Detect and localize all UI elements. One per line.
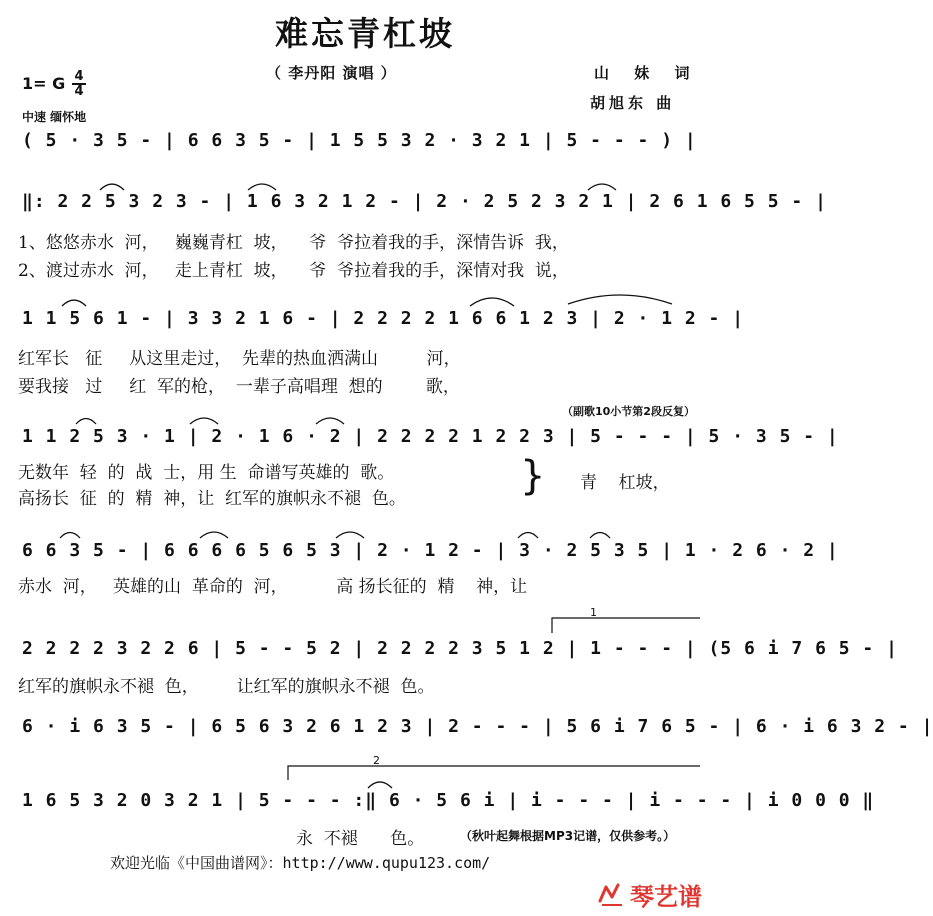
volta-bracket-1 (552, 618, 700, 633)
repeat-note: （副歌10小节第2段反复） (562, 405, 695, 418)
volta-1-number: 1 (590, 606, 597, 619)
lyric-line-3a: 红军长 征 从这里走过， 先辈的热血洒满山 河， (18, 349, 461, 369)
slur (590, 533, 610, 539)
score-row-7: 6 · i 6 3 5 - | 6 5 6 3 2 6 1 2 3 | 2 - - - | 5 6 i 7 6 5 - | 6 · i 6 3 2 - | (22, 716, 933, 737)
slur (200, 532, 228, 538)
lyric-line-2b: 2、渡过赤水 河， 走上青杠 坡， 爷 爷拉着我的手，深情对我 说， (18, 261, 569, 281)
slur (60, 533, 80, 539)
lyric-line-3b: 要我接 过 红 军的枪， 一辈子高唱理 想的 歌， (18, 377, 460, 397)
score-row-8: 1 6 5 3 2 0 3 2 1 | 5 - - - :‖ 6 · 5 6 i | i - - - | i - - - | i 0 0 0 ‖ (22, 790, 875, 811)
lyric-brace: } (520, 453, 546, 499)
score-row-3: 1 1 5 6 1 - | 3 3 2 1 6 - | 2 2 2 2 1 6 6 1 2 3 | 2 · 1 2 - | (22, 308, 745, 329)
logo-icon (598, 883, 626, 907)
score-row-4: 1 1 2 5 3 · 1 | 2 · 1 6 · 2 | 2 2 2 2 1 2 2 3 | 5 - - - | 5 · 3 5 - | (22, 426, 839, 447)
mp3-note: （秋叶起舞根据MP3记谱，仅供参考。） (460, 829, 676, 843)
footer-url[interactable]: 欢迎光临《中国曲谱网》：http://www.qupu123.com/ (110, 854, 491, 872)
song-title: 难忘青杠坡 (275, 14, 455, 53)
performer: （ 李丹阳 演唱 ） (266, 64, 397, 82)
lyric-line-8: 永 不褪 色。 (296, 829, 425, 849)
slur (76, 419, 96, 425)
logo-text: 琴艺谱 (630, 883, 702, 911)
slur (588, 184, 616, 190)
lyric-line-6: 红军的旗帜永不褪 色， 让红军的旗帜永不褪 色。 (18, 677, 435, 697)
slur (62, 300, 86, 306)
time-signature (72, 70, 86, 98)
volta-bracket-2 (288, 766, 700, 780)
slur (248, 184, 276, 190)
slur (518, 533, 538, 539)
time-signature-top: 4 (74, 69, 84, 84)
score-row-1: ( 5 · 3 5 - | 6 6 3 5 - | 1 5 5 3 2 · 3 2 1 | 5 - - - ) | (22, 130, 697, 151)
composer-credit: 胡旭东 曲 (590, 94, 676, 112)
tempo-marking: 中速 缅怀地 (22, 110, 87, 124)
lyric-line-4c: 青 杠坡， (580, 473, 670, 493)
slur (316, 418, 344, 424)
time-signature-bottom: 4 (72, 83, 86, 98)
slur (568, 295, 672, 304)
score-row-5: 6 6 3 5 - | 6 6 6 6 5 6 5 3 | 2 · 1 2 - | 3 · 2 5 3 5 | 1 · 2 6 · 2 | (22, 540, 839, 561)
lyric-line-5: 赤水 河， 英雄的山 革命的 河， 高 扬长征的 精 神，让 (18, 577, 528, 597)
slur (100, 184, 124, 190)
score-row-6: 2 2 2 2 3 2 2 6 | 5 - - 5 2 | 2 2 2 2 3 5 1 2 | 1 - - - | (5 6 i 7 6 5 - | (22, 638, 898, 659)
lyric-line-2a: 1、悠悠赤水 河， 巍巍青杠 坡， 爷 爷拉着我的手，深情告诉 我， (18, 233, 569, 253)
slur (470, 298, 514, 306)
slur (336, 532, 364, 538)
lyric-line-4b: 高扬长 征 的 精 神，让 红军的旗帜永不褪 色。 (18, 489, 406, 509)
key-signature: 1= G (22, 74, 66, 93)
lyricist-credit: 山 妹 词 (594, 64, 700, 82)
volta-2-number: 2 (373, 754, 380, 767)
slur (368, 782, 392, 788)
lyric-line-4a: 无数年 轻 的 战 士，用 生 命谱写英雄的 歌。 (18, 463, 395, 483)
slur (190, 418, 218, 424)
site-logo (598, 877, 702, 912)
score-row-2: ‖: 2 2 5 3 2 3 - | 1 6 3 2 1 2 - | 2 · 2 5 2 3 2 1 | 2 6 1 6 5 5 - | (22, 191, 827, 212)
